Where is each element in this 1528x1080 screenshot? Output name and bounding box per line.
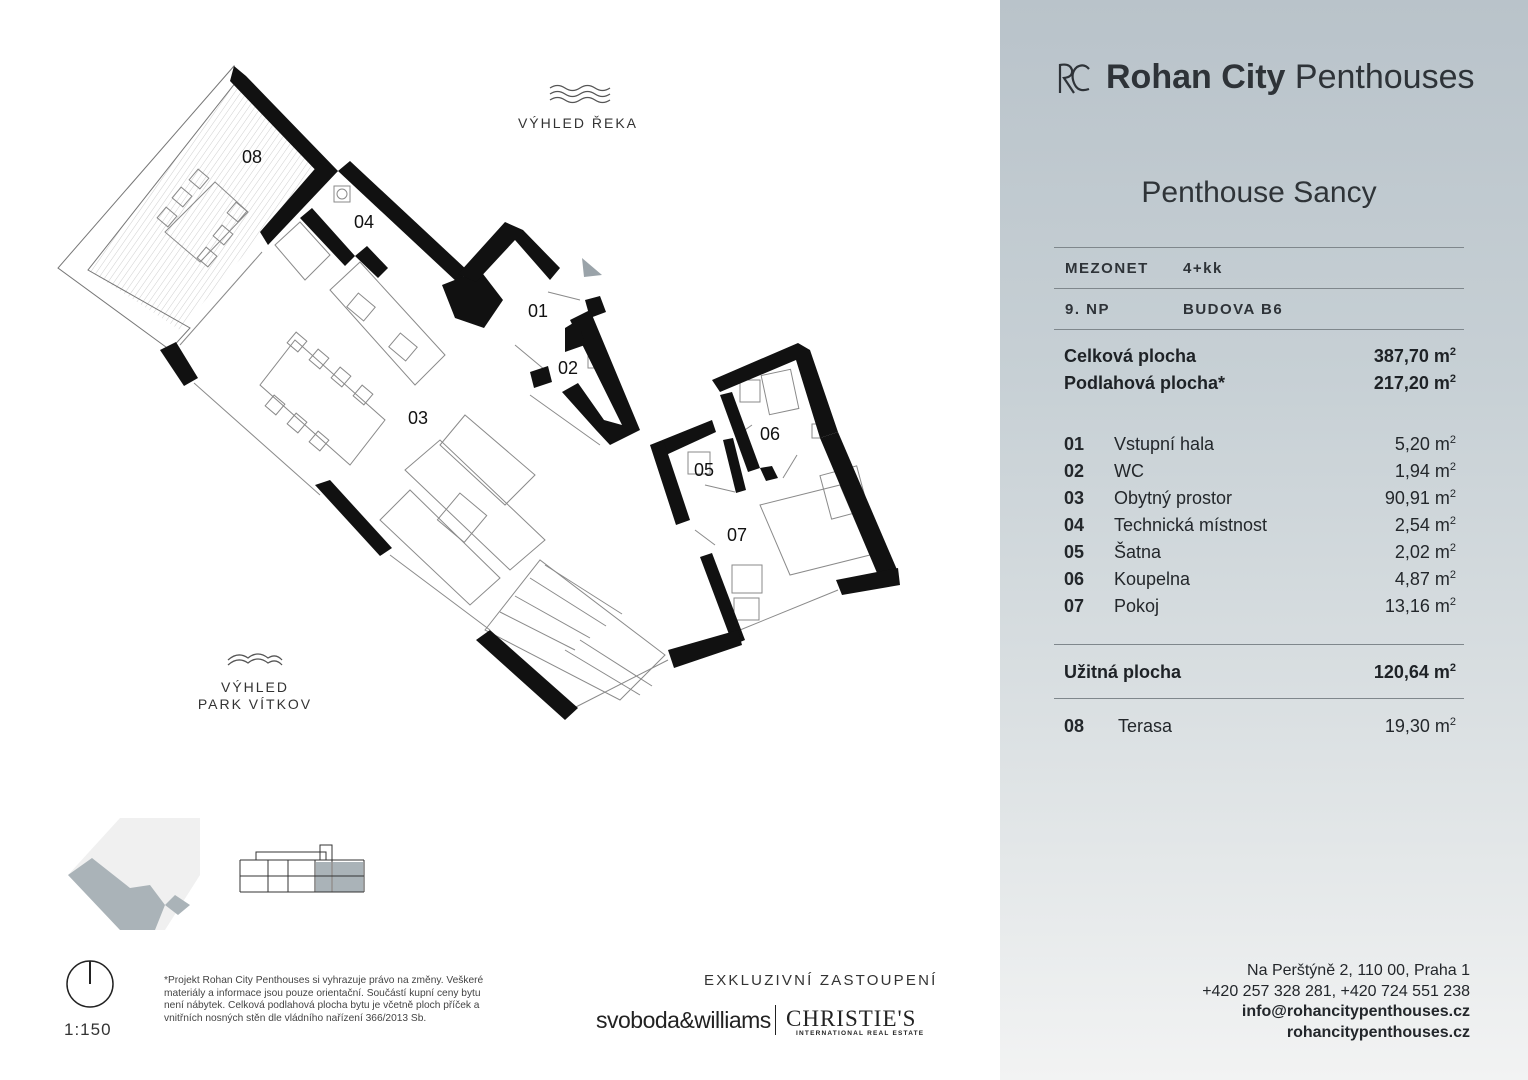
partner-logo-sub: INTERNATIONAL REAL ESTATE <box>796 1030 925 1037</box>
brand-title <box>1106 58 1475 97</box>
north-arrow-icon <box>582 258 602 277</box>
terrace-row: 08 Terasa 19,30 $m^2$ <box>1064 716 1456 736</box>
partner-logo: CHRISTIE'S <box>786 1006 917 1031</box>
logo-separator <box>775 1005 776 1035</box>
unit-name: Penthouse Sancy <box>1141 176 1377 209</box>
view-park-label <box>180 679 330 713</box>
room-label-02: 02 <box>558 358 579 378</box>
scale-label: 1:150 <box>64 1020 112 1039</box>
divider <box>1054 329 1464 330</box>
floor-area-label: Podlahová plocha* <box>1064 373 1226 393</box>
room-label-03: 03 <box>408 408 429 428</box>
brand <box>1056 58 1475 97</box>
room-label-04: 04 <box>354 212 375 232</box>
room-row: 04 Technická místnost 2,54 $m^2$ <box>1064 515 1456 535</box>
disclaimer-text: *Projekt Rohan City Penthouses si vyhrazuje právo na změny. Veškeré materiály a informace jsou pouze orientační. Součástí kupní ceny bytu není nábytek. Celková podlahová plocha bytu je včetně ploch příček a vnitřních nosných stěn dle vládního nařízení 366/2013 Sb. <box>164 975 484 1025</box>
agency-logo: svoboda&williams <box>596 1007 771 1033</box>
total-area-value: 387,70 $m^2$ <box>1373 346 1456 366</box>
total-area-label: Celková plocha <box>1064 346 1197 366</box>
room-row: 03 Obytný prostor 90,91 $m^2$ <box>1064 488 1456 508</box>
room-label-06: 06 <box>760 424 781 444</box>
divider <box>1054 644 1464 645</box>
view-park-line2: PARK VÍTKOV <box>197 696 313 712</box>
unit-type-value: 4+kk <box>1183 259 1223 277</box>
room-row: 07 Pokoj 13,16 $m^2$ <box>1064 596 1456 616</box>
view-park-line1: VÝHLED <box>220 679 290 695</box>
room-label-07: 07 <box>727 525 748 545</box>
room-label-05: 05 <box>694 460 715 480</box>
site-key-plan <box>68 818 200 930</box>
room-row: 02 WC 1,94 $m^2$ <box>1064 461 1456 481</box>
meta-row-type <box>1054 247 1464 288</box>
river-wave-icon <box>550 86 610 103</box>
usable-area-label: Užitná plocha <box>1064 662 1182 682</box>
usable-area-row <box>1064 662 1456 683</box>
contact-web-link[interactable]: rohancitypenthouses.cz <box>1286 1023 1470 1041</box>
brand-title-light: Penthouses <box>1294 58 1475 96</box>
representation-label: EXKLUZIVNÍ ZASTOUPENÍ <box>704 972 938 989</box>
room-label-01: 01 <box>528 301 549 321</box>
contact-phones[interactable]: +420 257 328 281, +420 724 551 238 <box>1202 982 1470 1000</box>
total-area-row <box>1064 346 1456 367</box>
unit-building: BUDOVA B6 <box>1183 300 1284 318</box>
usable-area-value: 120,64 $m^2$ <box>1373 662 1456 682</box>
floor-area-row <box>1064 373 1456 394</box>
building-section-key <box>240 845 364 892</box>
unit-floor-label: 9. NP <box>1065 300 1111 318</box>
room-row: 01 Vstupní hala 5,20 $m^2$ <box>1064 434 1456 454</box>
rc-monogram-icon <box>1056 61 1092 95</box>
contact-block <box>1202 961 1470 1043</box>
contact-email-link[interactable]: info@rohancitypenthouses.cz <box>1241 1003 1470 1020</box>
view-river-label: VÝHLED ŘEKA <box>517 115 639 131</box>
scale-circle-icon <box>67 961 113 1007</box>
divider <box>1054 698 1464 699</box>
contact-address: Na Perštýně 2, 110 00, Praha 1 <box>1247 962 1470 979</box>
room-row: 05 Šatna 2,02 $m^2$ <box>1064 542 1456 562</box>
brand-title-bold: Rohan City <box>1106 58 1286 96</box>
park-hills-icon <box>228 654 282 665</box>
floor-area-value: 217,20 $m^2$ <box>1373 373 1456 393</box>
room-label-08: 08 <box>242 147 263 167</box>
meta-row-floor <box>1054 288 1464 329</box>
unit-type-label: MEZONET <box>1065 259 1149 277</box>
room-row: 06 Koupelna 4,87 $m^2$ <box>1064 569 1456 589</box>
